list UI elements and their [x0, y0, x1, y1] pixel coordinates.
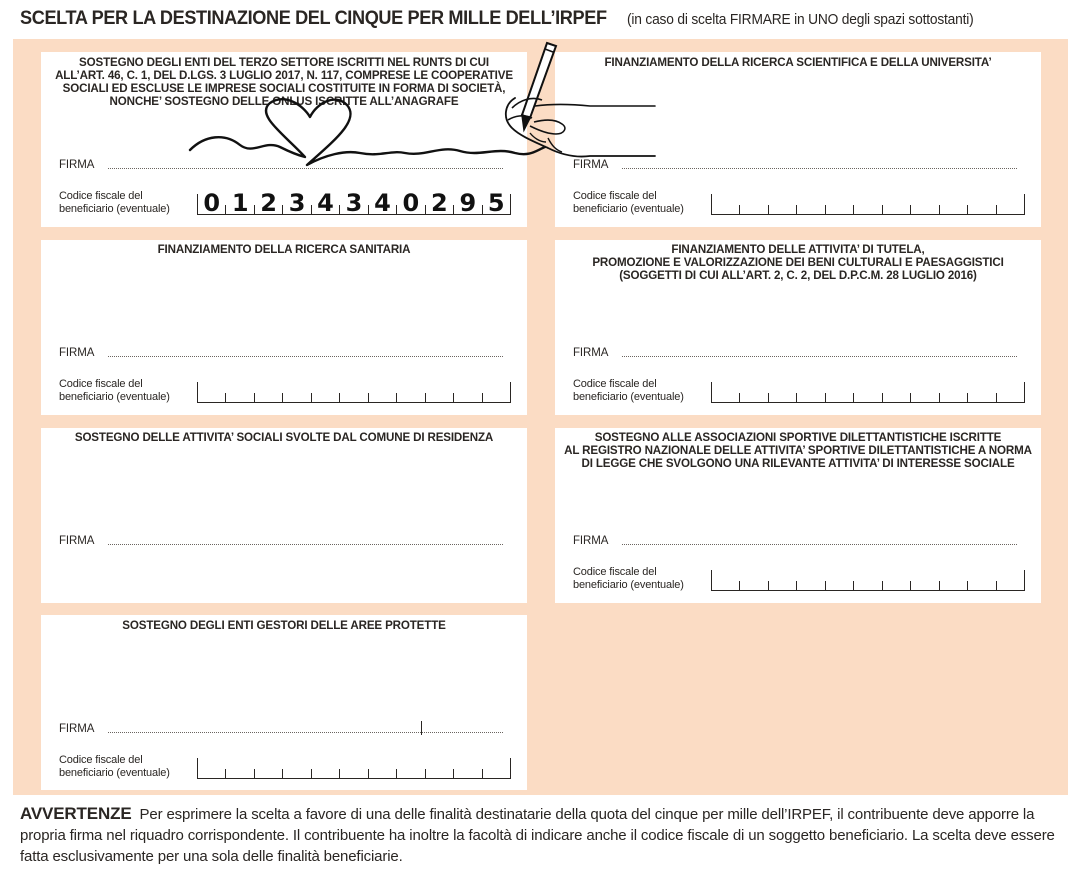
tax-code-cell[interactable] [283, 393, 311, 402]
tax-code-digit: 0 [203, 189, 221, 217]
tax-code-cell[interactable] [997, 393, 1024, 402]
tax-code-cell[interactable] [340, 393, 368, 402]
box-heading: FINANZIAMENTO DELLA RICERCA SCIENTIFICA E DELLA UNIVERSITA’ [604, 56, 992, 69]
tax-code-cell[interactable] [283, 189, 311, 217]
tax-code-field[interactable] [711, 194, 1025, 215]
box-heading: FINANZIAMENTO DELLE ATTIVITA’ DI TUTELA, PROMOZIONE E VALORIZZAZIONE DEI BENI CULTURALI E PAESAGGISTICI (SOGGETTI DI CUI ALL’ART. 2, C. 2, DEL D.P.C.M. 28 LUGLIO 2016) [592, 243, 1004, 282]
tax-code-cell[interactable] [426, 769, 454, 778]
choice-box-associazioni-sportive[interactable] [555, 428, 1041, 603]
tax-code-cell[interactable] [883, 393, 911, 402]
tax-code-cell[interactable] [740, 393, 768, 402]
signature-field[interactable] [622, 159, 1017, 169]
signature-field[interactable] [622, 535, 1017, 545]
tax-code-digit: 5 [487, 189, 505, 217]
box-heading: SOSTEGNO ALLE ASSOCIAZIONI SPORTIVE DILETTANTISTICHE ISCRITTE AL REGISTRO NAZIONALE DELLE ATTIVITA’ SPORTIVE DILETTANTISTICHE A NORMA DI LEGGE CHE SVOLGONO UNA RILEVANTE ATTIVITA’ DI INTERESSE SOCIALE [564, 431, 1032, 470]
warning-note [20, 803, 1065, 867]
tax-code-label: Codice fiscale del beneficiario (eventuale) [573, 378, 684, 403]
tax-code-digit: 0 [402, 189, 420, 217]
signature-label: FIRMA [573, 159, 609, 171]
tax-code-cell[interactable] [255, 393, 283, 402]
tax-code-cell[interactable] [797, 393, 825, 402]
tax-code-cell[interactable] [397, 189, 425, 217]
tax-code-cell[interactable] [340, 769, 368, 778]
signature-row[interactable] [573, 343, 1017, 359]
tax-code-cell[interactable] [797, 205, 825, 214]
tax-code-cell[interactable] [854, 393, 882, 402]
tax-code-field[interactable] [197, 189, 511, 217]
tax-code-cell[interactable] [968, 581, 996, 590]
tax-code-cell[interactable] [769, 581, 797, 590]
tax-code-cell[interactable] [826, 205, 854, 214]
tax-code-cell[interactable] [226, 769, 254, 778]
signature-row[interactable] [59, 719, 503, 735]
tax-code-cell[interactable] [454, 769, 482, 778]
tax-code-cell[interactable] [826, 393, 854, 402]
tax-code-row [59, 373, 511, 403]
choice-box-aree-protette[interactable] [41, 615, 527, 790]
tax-code-row [59, 185, 511, 215]
tax-code-field[interactable] [711, 382, 1025, 403]
tax-code-digit: 4 [317, 189, 334, 217]
tax-code-row [59, 749, 511, 779]
signature-row[interactable] [59, 343, 503, 359]
tax-code-digit: 1 [231, 189, 249, 217]
tax-code-cell[interactable] [198, 769, 226, 778]
tax-code-cell[interactable] [483, 769, 510, 778]
signature-row[interactable] [573, 155, 1017, 171]
tax-code-cell[interactable] [369, 393, 397, 402]
signature-label: FIRMA [59, 347, 95, 359]
tax-code-cell[interactable] [712, 205, 740, 214]
tax-code-row [573, 373, 1025, 403]
tax-code-cell[interactable] [312, 769, 340, 778]
tax-code-cell[interactable] [454, 393, 482, 402]
tax-code-cell[interactable] [940, 205, 968, 214]
tax-code-row [573, 185, 1025, 215]
tax-code-digit: 4 [374, 189, 391, 217]
signature-label: FIRMA [573, 347, 609, 359]
box-heading: SOSTEGNO DEGLI ENTI DEL TERZO SETTORE ISCRITTI NEL RUNTS DI CUI ALL’ART. 46, C. 1, DEL D.LGS. 3 LUGLIO 2017, N. 117, COMPRESE LE COOPERATIVE SOCIALI ED ESCLUSE LE IMPRESE SOCIALI COSTITUITE IN FORMA DI SOCIETÀ, NONCHE’ SOSTEGNO DELLE ONLUS ISCRITTE ALL’ANAGRAFE [55, 56, 513, 108]
tax-code-cell[interactable] [911, 393, 939, 402]
signature-field[interactable] [622, 347, 1017, 357]
tax-code-label: Codice fiscale del beneficiario (eventuale) [59, 378, 170, 403]
tax-code-label: Codice fiscale del beneficiario (eventuale) [573, 566, 684, 591]
tax-code-label: Codice fiscale del beneficiario (eventuale) [59, 190, 170, 215]
choice-box-ricerca-scientifica[interactable] [555, 52, 1041, 227]
tax-code-cell[interactable] [340, 189, 368, 217]
tax-code-cell[interactable] [255, 769, 283, 778]
tax-code-cell[interactable] [883, 581, 911, 590]
tax-code-cell[interactable] [968, 205, 996, 214]
tax-code-cell[interactable] [369, 769, 397, 778]
tax-code-cell[interactable] [826, 581, 854, 590]
tax-code-cell[interactable] [769, 205, 797, 214]
tax-code-label: Codice fiscale del beneficiario (eventuale) [59, 754, 170, 779]
tax-code-digit: 2 [260, 189, 277, 217]
tax-code-cell[interactable] [797, 581, 825, 590]
signature-label: FIRMA [59, 723, 95, 735]
form-title: SCELTA PER LA DESTINAZIONE DEL CINQUE PER MILLE DELL’IRPEF [20, 7, 607, 29]
tax-code-cell[interactable] [283, 769, 311, 778]
choice-box-ricerca-sanitaria[interactable] [41, 240, 527, 415]
tax-code-cell[interactable] [940, 393, 968, 402]
tax-code-digit: 3 [288, 189, 306, 217]
tax-code-cell[interactable] [740, 205, 768, 214]
tax-code-cell[interactable] [712, 581, 740, 590]
signature-field[interactable] [108, 159, 503, 169]
tax-code-cell[interactable] [397, 769, 425, 778]
tax-code-cell[interactable] [312, 189, 340, 217]
warning-label: AVVERTENZE [20, 804, 132, 823]
tax-code-cell[interactable] [198, 189, 226, 217]
tax-code-cell[interactable] [911, 581, 939, 590]
tax-code-cell[interactable] [426, 393, 454, 402]
tax-code-cell[interactable] [997, 205, 1024, 214]
tax-code-cell[interactable] [483, 189, 510, 217]
page-title [20, 7, 1080, 33]
tax-code-cell[interactable] [769, 393, 797, 402]
tax-code-row [573, 561, 1025, 591]
tax-code-cell[interactable] [369, 189, 397, 217]
tax-code-cell[interactable] [740, 581, 768, 590]
signature-label: FIRMA [573, 535, 609, 547]
tax-code-cell[interactable] [883, 205, 911, 214]
warning-text: Per esprimere la scelta a favore di una delle finalità destinatarie della quota del cinque per mille dell’IRPEF, il contribuente deve apporre la propria firma nel riquadro corrispondente. Il contribuente ha inoltre la facoltà di indicare anche il codice fiscale di un soggetto beneficiario. La scelta deve essere fatta esclusivamente per una sola delle finalità beneficiarie. [20, 806, 1055, 865]
signature-field[interactable] [108, 535, 503, 545]
signature-field[interactable] [108, 347, 503, 357]
tax-code-cell[interactable] [198, 393, 226, 402]
tax-code-cell[interactable] [312, 393, 340, 402]
signature-label: FIRMA [59, 159, 95, 171]
tax-code-cell[interactable] [454, 189, 482, 217]
tax-code-cell[interactable] [712, 393, 740, 402]
tax-code-cell[interactable] [397, 393, 425, 402]
tax-code-cell[interactable] [255, 189, 283, 217]
box-heading: FINANZIAMENTO DELLA RICERCA SANITARIA [157, 243, 411, 256]
tax-code-cell[interactable] [968, 393, 996, 402]
tax-code-cell[interactable] [426, 189, 454, 217]
tax-code-cell[interactable] [997, 581, 1024, 590]
signature-row[interactable] [59, 531, 503, 547]
tax-code-cell[interactable] [226, 189, 254, 217]
tax-code-cell[interactable] [483, 393, 510, 402]
tax-code-digit: 3 [345, 189, 363, 217]
choice-box-terzo-settore[interactable] [41, 52, 527, 227]
signature-row[interactable] [573, 531, 1017, 547]
choice-box-beni-culturali[interactable] [555, 240, 1041, 415]
form-title-note: (in caso di scelta FIRMARE in UNO degli spazi sottostanti) [627, 12, 974, 28]
tax-code-field[interactable] [711, 570, 1025, 591]
signature-field[interactable] [108, 723, 503, 733]
tax-code-digit: 9 [459, 189, 477, 217]
tax-code-label: Codice fiscale del beneficiario (eventuale) [573, 190, 684, 215]
tax-code-cell[interactable] [940, 581, 968, 590]
text-cursor [421, 721, 422, 735]
choice-box-comune-residenza[interactable] [41, 428, 527, 603]
tax-code-cell[interactable] [854, 205, 882, 214]
tax-code-cell[interactable] [854, 581, 882, 590]
signature-label: FIRMA [59, 535, 95, 547]
box-heading: SOSTEGNO DELLE ATTIVITA’ SOCIALI SVOLTE DAL COMUNE DI RESIDENZA [74, 431, 494, 444]
tax-code-field[interactable] [197, 382, 511, 403]
tax-code-cell[interactable] [911, 205, 939, 214]
box-heading: SOSTEGNO DEGLI ENTI GESTORI DELLE AREE PROTETTE [122, 619, 446, 632]
tax-code-cell[interactable] [226, 393, 254, 402]
signature-row[interactable] [59, 155, 503, 171]
tax-code-digit: 2 [430, 189, 448, 217]
tax-code-field[interactable] [197, 758, 511, 779]
